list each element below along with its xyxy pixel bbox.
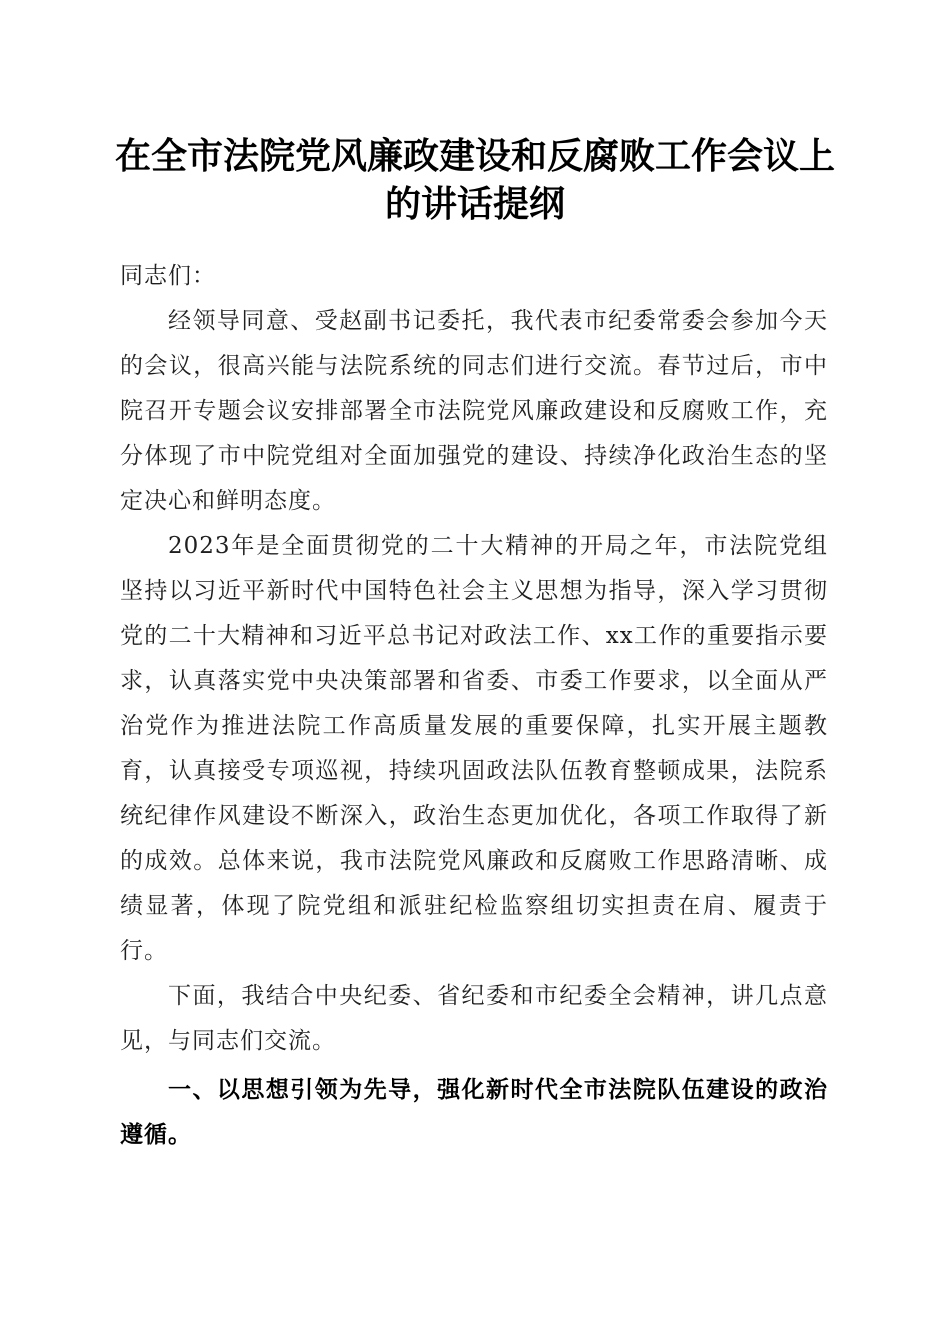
paragraph-intro: 经领导同意、受赵副书记委托，我代表市纪委常委会参加今天的会议，很高兴能与法院系统的同志们进行交流。春节过后，市中院召开专题会议安排部署全市法院党风廉政建设和反腐败工作，充分体现了市中院党组对全面加强党的建设、持续净化政治生态的坚定决心和鲜明态度。	[120, 308, 828, 514]
section-heading-1: 一、以思想引领为先导，强化新时代全市法院队伍建设的政治遵循。	[120, 1077, 828, 1148]
paragraph-achievements: 2023年是全面贯彻党的二十大精神的开局之年，市法院党组坚持以习近平新时代中国特色社会主义思想为指导，深入学习贯彻党的二十大精神和习近平总书记对政法工作、xx工作的重要指示要求，认真落实党中央决策部署和省委、市委工作要求，以全面从严治党作为推进法院工作高质量发展的重要保障，扎实开展主题教育，认真接受专项巡视，持续巩固政法队伍教育整顿成果，法院系统纪律作风建设不断深入，政治生态更加优化，各项工作取得了新的成效。总体来说，我市法院党风廉政和反腐败工作思路清晰、成绩显著，体现了院党组和派驻纪检监察组切实担责在肩、履责于行。	[120, 533, 828, 964]
salutation: 同志们：	[120, 263, 216, 289]
paragraph-transition: 下面，我结合中央纪委、省纪委和市纪委全会精神，讲几点意见，与同志们交流。	[120, 983, 828, 1054]
document-body	[120, 254, 828, 1158]
document-title: 在全市法院党风廉政建设和反腐败工作会议上的讲话提纲	[114, 135, 835, 225]
